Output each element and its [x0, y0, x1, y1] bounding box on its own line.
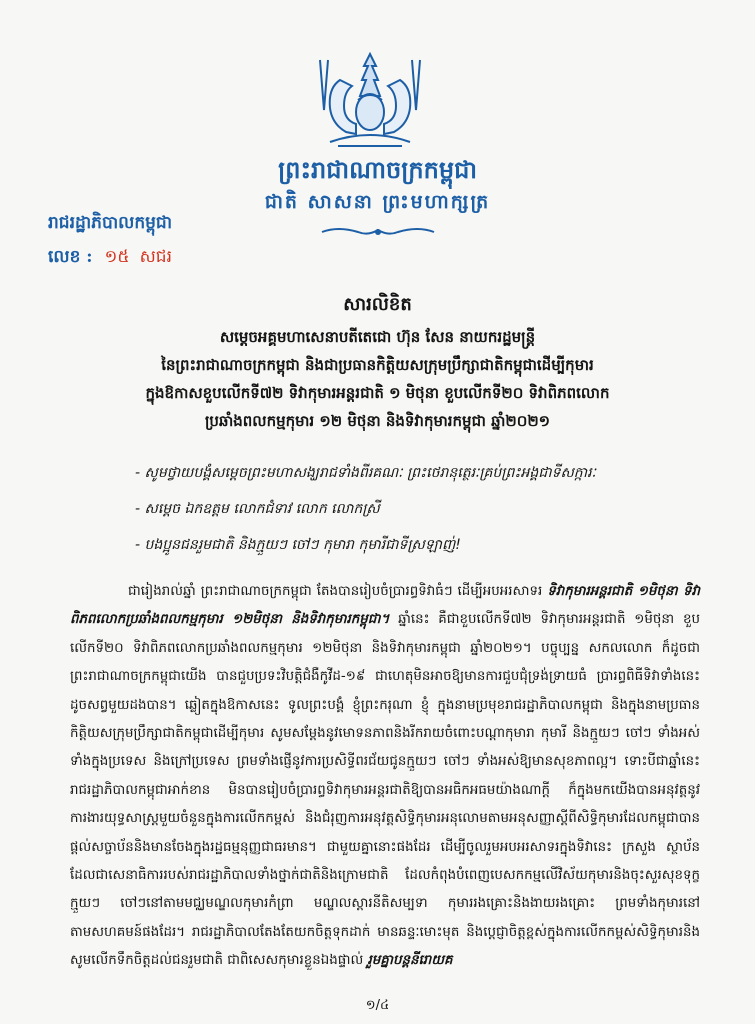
- salutation-line: - សម្តេច ឯកឧត្តម លោកជំទាវ លោក លោកស្រី: [135, 501, 380, 517]
- royal-coat-of-arms-icon: [300, 50, 440, 150]
- headline-line: ក្នុងឱកាសខួបលើកទី៧២ ទិវាកុមារអន្តរជាតិ ១ មិថុនា ខួបលើកទី២០ ទិវាពិភពលោក: [145, 384, 610, 402]
- salutation-line: - សូមថ្វាយបង្គំសម្តេចព្រះមហាសង្ឃរាជទាំងពីរគណៈ ព្រះថេរានុត្ថេរៈគ្រប់ព្រះអង្គជាទីសក្ការៈ: [135, 465, 596, 481]
- headline-line: សម្តេចអគ្គមហាសេនាបតីតេជោ ហ៊ុន សែន នាយករដ្ឋមន្ត្រី: [219, 328, 536, 346]
- headline-line: នៃព្រះរាជាណាចក្រកម្ពុជា និងជាប្រធានកិត្តិយសក្រុមប្រឹក្សាជាតិកម្ពុជាដើម្បីកុមារ: [161, 356, 594, 374]
- government-name: រាជរដ្ឋាភិបាលកម្ពុជា: [48, 213, 173, 233]
- headline: [70, 323, 685, 435]
- reference-label: លេខ :: [48, 247, 93, 267]
- body-intro: ជារៀងរាល់ឆ្នាំ ព្រះរាជាណាចក្រកម្ពុជា តែងបានរៀបចំប្រារព្ធទិវាធំៗ ដើម្បីអបអរសាទរ: [128, 584, 548, 599]
- reference-value: ១៥ សជរ: [104, 249, 172, 268]
- salutation-line: - បងប្អូនជនរួមជាតិ និងក្មួយៗ ចៅៗ កុមារា កុមារីជាទីស្រឡាញ់!: [135, 537, 461, 553]
- kingdom-name: ព្រះរាជាណាចក្រកម្ពុជា: [278, 155, 477, 184]
- reference-number: [48, 246, 172, 271]
- headline-line: ប្រឆាំងពលកម្មកុមារ ១២ មិថុនា និងទិវាកុមារកម្ពុជា ឆ្នាំ២០២១: [204, 412, 551, 430]
- ornament-divider-icon: [318, 224, 438, 240]
- salutations: [135, 464, 695, 572]
- body-main: ឆ្នាំនេះ គឺជាខួបលើកទី៧២ ទិវាកុមារអន្តរជាតិ ១មិថុនា ខួបលើកទី២០ ទិវាពិភពលោកប្រឆាំងពលកម្មកុមារ ១២មិថុនា និងទិវាកុមារកម្ពុជា ឆ្នាំ២០២១។ បច្ចុប្បន្ន សកលលោក ក៏ដូចជាព្រះរាជាណាចក្រកម្ពុជាយើង បានជួបប្រទះវិបត្តិជំងឺកូវីដ-១៩ ជាហេតុមិនអាចឱ្យមានការជួបជុំទ្រង់ទ្រាយធំ ប្រារព្ធពិធីទិវាទាំងនេះដូចសព្វមួយដងបាន។ ឆ្លៀតក្នុងឱកាសនេះ ទូលព្រះបង្គំ ខ្ញុំព្រះករុណា ខ្ញុំ ក្នុងនាមប្រមុខរាជរដ្ឋាភិបាលកម្ពុជា និងក្នុងនាមប្រធានកិត្តិយសក្រុមប្រឹក្សាជាតិកម្ពុជាដើម្បីកុមារ សូមសម្តែងនូវមោទនភាពនិងរីករាយចំពោះបណ្ដាកុមារា កុមារី និងក្មួយៗ ចៅៗ ទាំងអស់ទាំងក្នុងប្រទេស និងក្រៅប្រទេស ព្រមទាំងផ្ញើនូវការប្រសិទ្ធីពរជ័យជូនក្មួយៗ ចៅៗ ទាំងអស់ឱ្យមានសុខភាពល្អ។ ទោះបីជាឆ្នាំនេះ រាជរដ្ឋាភិបាលកម្ពុជាអាក់ខាន មិនបានរៀបចំប្រារព្ធទិវាកុមារអន្តរជាតិឱ្យបានអធិកអធមយ៉ាងណាក្តី ក៏ក្នុងមកយើងបានអនុវត្តនូវការងារយុទ្ធសាស្ត្រមួយចំនួនក្នុងការលើកកម្ពស់ និងជំរុញការអនុវត្តសិទ្ធិកុមារអនុលោមតាមអនុសញ្ញាស្តីពីសិទ្ធិកុមារដែលកម្ពុជាបានផ្តល់សច្ចាប័ននិងមានចែងក្នុងរដ្ឋធម្មនុញ្ញជាធរមាន។ ជាមួយគ្នានោះផងដែរ ដើម្បីចូលរួមអបអរសាទរក្នុងទិវានេះ ក្រសួង ស្ថាប័នដែលជាសេនាធិការរបស់រាជរដ្ឋាភិបាលទាំងថ្នាក់ជាតិនិងក្រោមជាតិ ដែលកំពុងបំពេញបេសកកម្មលើវិស័យកុមារនិងចុះសួរសុខទុក្ខក្មួយៗ ចៅៗនៅតាមមជ្ឈមណ្ឌលកុមារកំព្រា មណ្ឌលស្តារនីតិសម្បទា កុមាររងគ្រោះនិងងាយរងគ្រោះ ព្រមទាំងកុមារនៅតាមសហគមន៍ផងដែរ។ រាជរដ្ឋាភិបាលតែងតែយកចិត្តទុកដាក់ មានឆន្ទៈមោះមុត និងប្តេជ្ញាចិត្តខ្ពស់ក្នុងការលើកកម្ពស់សិទ្ធិកុមារនិងសូមលើកទឹកចិត្តដល់ជនរួមជាតិ ជាពិសេសកុមារខ្លួនឯងផ្ទាល់: [70, 612, 701, 969]
- document-type-title: សារលិខិត: [343, 294, 412, 315]
- national-motto: ជាតិ សាសនា ព្រះមហាក្សត្រ: [264, 191, 491, 213]
- body-tail-emphasis: រួមគ្នាបន្តនីរោយគ: [367, 953, 453, 969]
- body-intro-emphasis: ទិវាកុមារអន្តរជាតិ ១មិថុនា ទិវាពិភពលោកប្រឆាំងពលកម្មកុមារ ១២មិថុនា និងទិវាកុមារកម្ពុជា។: [70, 584, 700, 628]
- page-number: ១/៤: [365, 998, 390, 1013]
- body-paragraph: [70, 578, 700, 976]
